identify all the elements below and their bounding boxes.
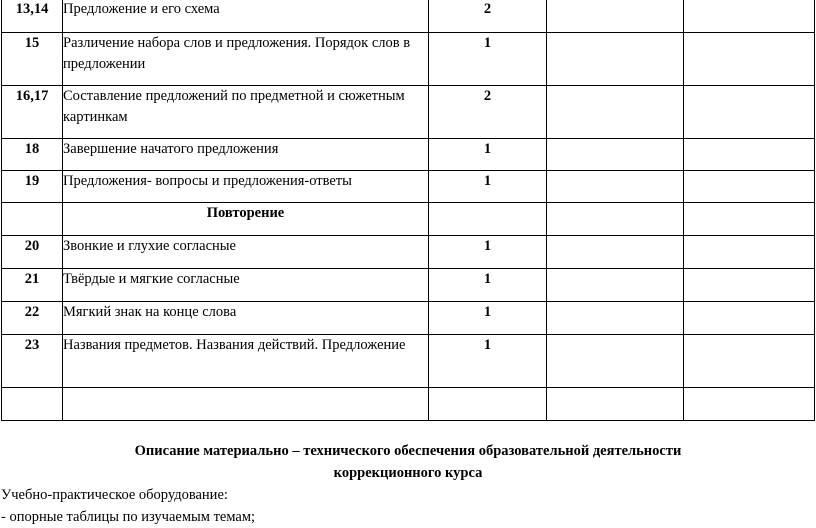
lesson-topic-cell: Предложение и его схема [63,0,429,33]
lesson-number-cell [2,203,63,236]
table-row [2,302,815,335]
lesson-number-cell [2,388,63,421]
lesson-topic-cell: Звонкие и глухие согласные [63,236,429,269]
lesson-plan-table [1,0,815,421]
table-row [2,139,815,171]
hours-cell [429,388,547,421]
hours-cell: 2 [429,0,547,33]
lesson-number-cell: 13,14 [2,0,63,33]
date-fact-cell [684,33,815,86]
lesson-plan-body [2,0,815,421]
lesson-topic-cell: Предложения- вопросы и предложения-ответы [63,171,429,203]
date-fact-cell [684,302,815,335]
hours-cell [429,203,547,236]
lesson-number-cell: 20 [2,236,63,269]
date-plan-cell [547,86,684,139]
lesson-number-cell: 19 [2,171,63,203]
hours-cell: 2 [429,86,547,139]
date-plan-cell [547,269,684,302]
description-title-line-2: коррекционного курса [333,465,483,481]
date-fact-cell [684,388,815,421]
hours-cell: 1 [429,236,547,269]
date-plan-cell [547,33,684,86]
date-plan-cell [547,139,684,171]
date-plan-cell [547,388,684,421]
lesson-number-cell: 23 [2,335,63,388]
date-plan-cell [547,171,684,203]
equipment-heading: Учебно-практическое оборудование: [1,487,228,503]
table-row [2,33,815,86]
table-row [2,335,815,388]
date-fact-cell [684,203,815,236]
date-fact-cell [684,269,815,302]
lesson-topic-cell [63,388,429,421]
lesson-topic-cell: Названия предметов. Названия действий. Предложение [63,335,429,388]
hours-cell: 1 [429,269,547,302]
date-fact-cell [684,139,815,171]
date-fact-cell [684,236,815,269]
hours-cell: 1 [429,335,547,388]
description-title-line-1: Описание материально – технического обеспечения образовательной деятельности [134,443,682,459]
lesson-number-cell: 18 [2,139,63,171]
date-fact-cell [684,335,815,388]
date-plan-cell [547,236,684,269]
date-plan-cell [547,302,684,335]
date-plan-cell [547,0,684,33]
table-row [2,86,815,139]
section-row [2,203,815,236]
hours-cell: 1 [429,139,547,171]
lesson-topic-cell: Различение набора слов и предложения. Порядок слов в предложении [63,33,429,86]
lesson-topic-cell: Составление предложений по предметной и сюжетным картинкам [63,86,429,139]
lesson-number-cell: 21 [2,269,63,302]
lesson-topic-cell: Мягкий знак на конце слова [63,302,429,335]
lesson-topic-cell: Завершение начатого предложения [63,139,429,171]
lesson-topic-cell: Твёрдые и мягкие согласные [63,269,429,302]
hours-cell: 1 [429,302,547,335]
equipment-item: - опорные таблицы по изучаемым темам; [1,509,256,525]
table-row [2,388,815,421]
table-row [2,236,815,269]
equipment-description [0,440,816,528]
lesson-number-cell: 15 [2,33,63,86]
date-fact-cell [684,0,815,33]
table-row [2,0,815,33]
table-row [2,269,815,302]
date-plan-cell [547,203,684,236]
hours-cell: 1 [429,171,547,203]
date-fact-cell [684,171,815,203]
lesson-number-cell: 16,17 [2,86,63,139]
date-fact-cell [684,86,815,139]
lesson-number-cell: 22 [2,302,63,335]
section-title: Повторение [63,203,429,236]
date-plan-cell [547,335,684,388]
hours-cell: 1 [429,33,547,86]
table-row [2,171,815,203]
